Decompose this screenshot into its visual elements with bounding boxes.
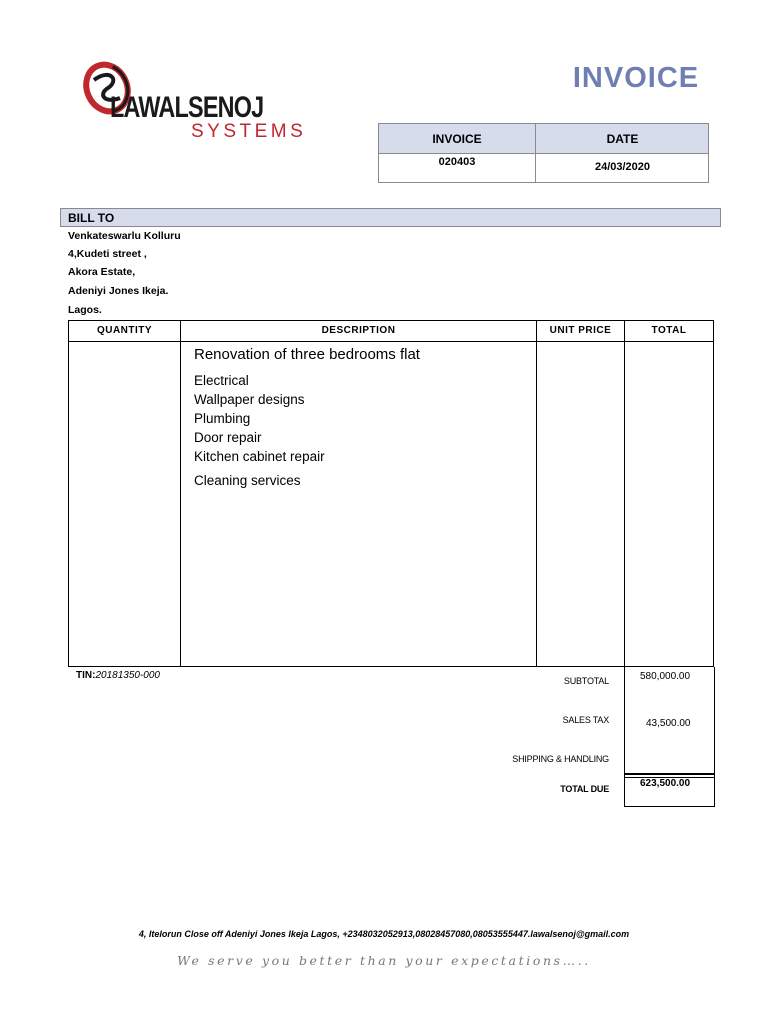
table-column-divider bbox=[624, 321, 625, 666]
line-item: Electrical bbox=[194, 373, 249, 388]
line-item: Wallpaper designs bbox=[194, 392, 305, 407]
description-header: DESCRIPTION bbox=[321, 325, 396, 336]
date-header: DATE bbox=[606, 132, 639, 146]
bill-to-line: Akora Estate, bbox=[68, 266, 136, 278]
subtotal-value: 580,000.00 bbox=[640, 671, 691, 682]
date-value: 24/03/2020 bbox=[594, 161, 651, 173]
bill-to-label: BILL TO bbox=[68, 211, 115, 225]
bill-to-line: 4,Kudeti street , bbox=[68, 248, 147, 260]
line-items-table bbox=[68, 320, 714, 667]
total-header: TOTAL bbox=[651, 325, 687, 336]
tin-label: TIN: bbox=[76, 670, 96, 681]
company-name: LAWALSENOJ bbox=[110, 91, 264, 124]
tin-number bbox=[76, 670, 160, 681]
company-logo bbox=[80, 58, 307, 148]
table-column-divider bbox=[536, 321, 537, 666]
unit-price-header: UNIT PRICE bbox=[549, 325, 612, 336]
sales-tax-value: 43,500.00 bbox=[646, 718, 691, 729]
line-item: Kitchen cabinet repair bbox=[194, 449, 325, 464]
bill-to-line: Adeniyi Jones Ikeja. bbox=[68, 285, 169, 297]
invoice-number-value: 020403 bbox=[438, 156, 476, 168]
sales-tax-label: SALES TAX bbox=[562, 715, 609, 725]
bill-to-line: Venkateswarlu Kolluru bbox=[68, 230, 181, 242]
quantity-header: QUANTITY bbox=[96, 325, 153, 336]
table-header-divider bbox=[69, 341, 713, 342]
footer-address: 4, Itelorun Close off Adeniyi Jones Ikeja Lagos, +2348032052913,08028457080,08053555447.lawalsenoj@gmail.com bbox=[138, 929, 630, 939]
total-due-value: 623,500.00 bbox=[640, 778, 691, 789]
invoice-number-header: INVOICE bbox=[432, 132, 482, 146]
invoice-meta-table bbox=[378, 123, 709, 183]
document-title: INVOICE bbox=[572, 62, 700, 94]
company-tagline: SYSTEMS bbox=[191, 121, 307, 142]
shipping-label: SHIPPING & HANDLING bbox=[512, 754, 609, 764]
tin-value: 20181350-000 bbox=[95, 670, 160, 681]
description-title: Renovation of three bedrooms flat bbox=[194, 346, 420, 363]
subtotal-label: SUBTOTAL bbox=[563, 676, 609, 686]
line-item: Cleaning services bbox=[194, 473, 301, 488]
bill-to-line: Lagos. bbox=[68, 304, 102, 316]
bill-to-header bbox=[60, 208, 721, 227]
line-item: Plumbing bbox=[194, 411, 251, 426]
total-due-label: TOTAL DUE bbox=[560, 784, 609, 794]
table-column-divider bbox=[180, 321, 181, 666]
footer-slogan: We serve you better than your expectations….. bbox=[177, 953, 591, 968]
line-item: Door repair bbox=[194, 430, 262, 445]
